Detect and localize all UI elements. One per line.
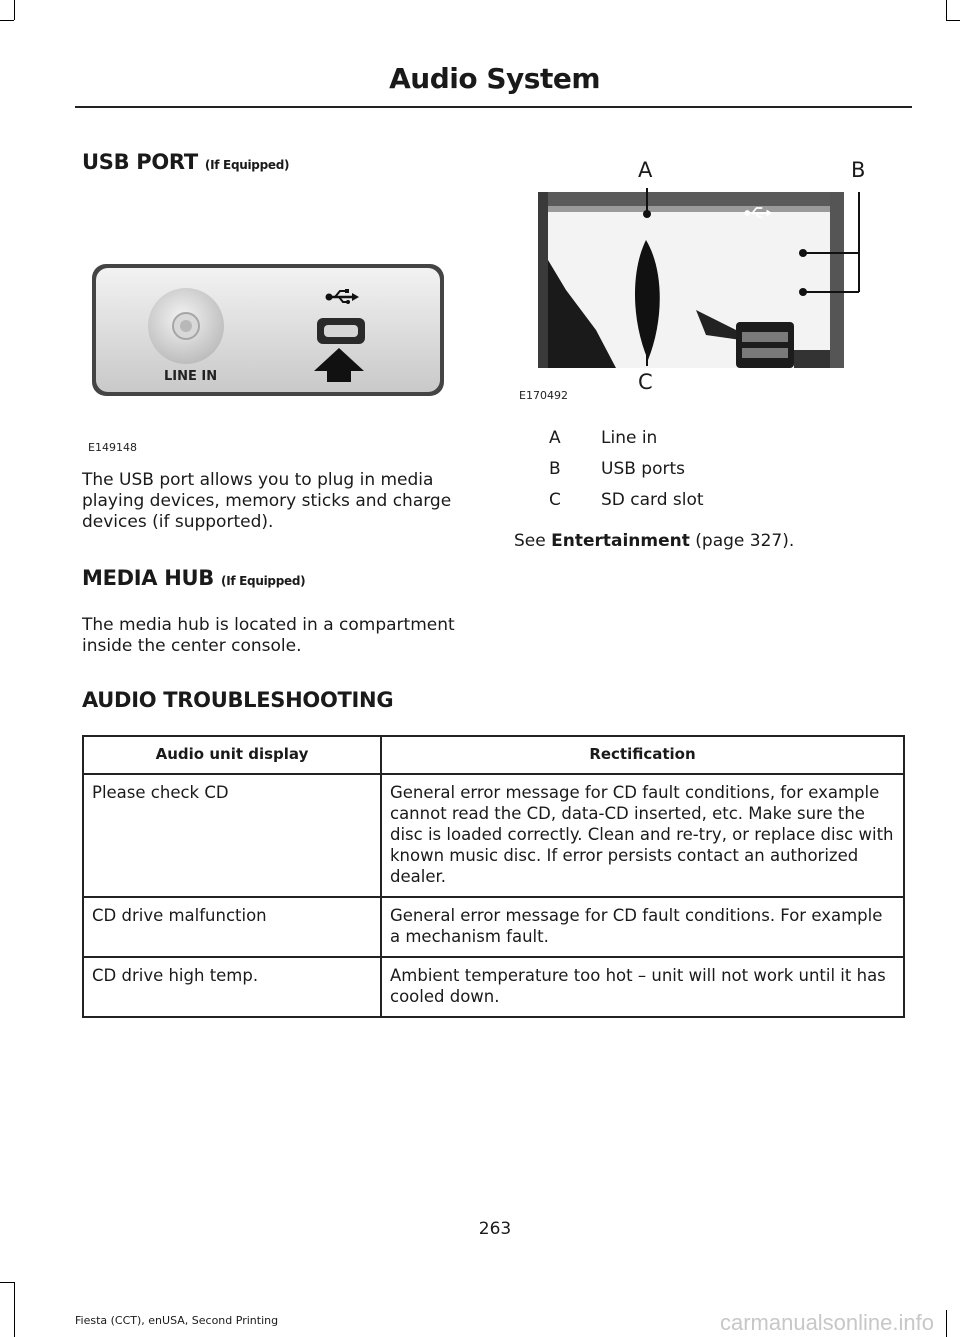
- crop-mark: [946, 1310, 947, 1337]
- usb-port-description: The USB port allows you to plug in media playing devices, memory sticks and charge devices (if supported).: [82, 470, 452, 532]
- figure-code-usb: E149148: [88, 441, 137, 454]
- crop-mark: [0, 1282, 14, 1283]
- legend-key: A: [549, 428, 561, 448]
- table-header-row: [83, 736, 904, 774]
- usb-port-figure: [88, 258, 450, 400]
- figure-code-media-hub: E170492: [519, 389, 568, 402]
- table-row: [83, 957, 904, 1017]
- callout-lines: [600, 180, 880, 380]
- crop-mark: [14, 1282, 15, 1337]
- crop-mark: [946, 0, 947, 20]
- media-hub-title: MEDIA HUB: [82, 566, 214, 590]
- usb-icon: [325, 289, 361, 305]
- page-header-title: Audio System: [389, 62, 600, 95]
- legend-key: C: [549, 490, 561, 510]
- display-cell: CD drive malfunction: [83, 897, 381, 957]
- callout-a: A: [638, 158, 653, 182]
- column-header: Rectification: [381, 736, 904, 774]
- media-hub-description: The media hub is located in a compartment inside the center console.: [82, 615, 455, 656]
- rectification-cell: General error message for CD fault conditions. For example a mechanism fault.: [381, 897, 904, 957]
- table-row: [83, 774, 904, 897]
- callout-b: B: [851, 158, 866, 182]
- usb-port-heading: [82, 150, 289, 174]
- media-hub-qualifier: (If Equipped): [221, 574, 306, 588]
- footer-text: Fiesta (CCT), enUSA, Second Printing: [75, 1314, 279, 1327]
- troubleshooting-heading: AUDIO TROUBLESHOOTING: [82, 688, 394, 712]
- legend-value: USB ports: [601, 459, 686, 479]
- see-suffix: (page 327).: [689, 531, 795, 551]
- see-prefix: See: [514, 531, 552, 551]
- callout-c: C: [638, 370, 653, 394]
- column-header: Audio unit display: [83, 736, 381, 774]
- see-reference: [514, 531, 794, 552]
- header-rule: [75, 106, 912, 108]
- usb-port-qualifier: (If Equipped): [204, 158, 290, 172]
- legend-value: Line in: [601, 428, 658, 448]
- legend-key: B: [549, 459, 561, 479]
- legend-value: SD card slot: [601, 490, 704, 510]
- crop-mark: [946, 20, 960, 21]
- watermark: carmanualsonline.info: [719, 1310, 934, 1335]
- crop-mark: [0, 20, 14, 21]
- rectification-cell: General error message for CD fault conditions, for example cannot read the CD, data-CD inserted, etc. Make sure the disc is loaded correctly. Clean and re-try, or replace disc with known music disc. If error persists contact an authorized dealer.: [381, 774, 904, 897]
- rectification-cell: Ambient temperature too hot – unit will not work until it has cooled down.: [381, 957, 904, 1017]
- troubleshooting-table: [82, 735, 905, 1018]
- crop-mark: [14, 0, 15, 20]
- display-cell: CD drive high temp.: [83, 957, 381, 1017]
- table-row: [83, 897, 904, 957]
- display-cell: Please check CD: [83, 774, 381, 897]
- usb-port-title: USB PORT: [82, 150, 198, 174]
- entertainment-link[interactable]: Entertainment: [551, 531, 690, 551]
- media-hub-heading: [82, 566, 305, 590]
- line-in-label: LINE IN: [164, 369, 218, 384]
- page-number: 263: [478, 1219, 512, 1239]
